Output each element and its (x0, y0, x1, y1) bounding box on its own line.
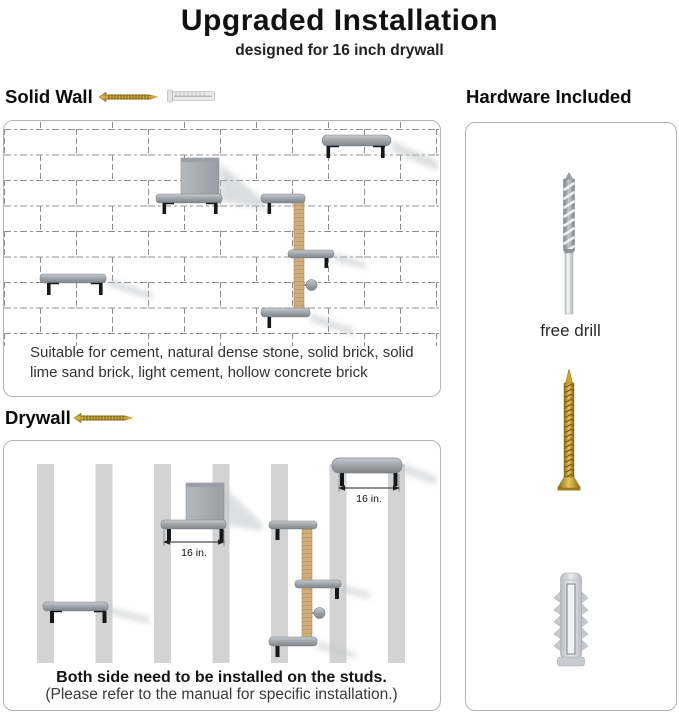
screw-icon (98, 91, 160, 103)
shelf-width-label: 16 in. (356, 493, 382, 505)
drywall-heading: Drywall (5, 407, 71, 428)
solid-wall-panel (3, 120, 441, 397)
drywall-caption-note: (Please refer to the manual for specific installation.) (45, 686, 398, 703)
solid-wall-heading: Solid Wall (5, 86, 93, 107)
screw-icon (73, 412, 135, 424)
hardware-illustration (466, 123, 675, 709)
hardware-heading: Hardware Included (466, 86, 632, 107)
cat-toy-ball (314, 608, 325, 619)
cat-toy-ball (306, 280, 317, 291)
drill-bit (564, 172, 575, 314)
page-subtitle: designed for 16 inch drywall (235, 42, 444, 59)
shelf-width-label: 16 in. (181, 547, 207, 559)
wall-anchor-icon (167, 89, 219, 103)
drywall-anchor (554, 573, 588, 666)
solid-wall-caption: Suitable for cement, natural dense stone, solid brick, solid lime sand brick, light cement, hollow concrete brick (30, 344, 414, 381)
drywall-panel (3, 440, 441, 711)
hardware-panel (465, 122, 677, 711)
free-drill-label: free drill (540, 321, 601, 340)
gold-screw (558, 369, 581, 491)
drywall-caption-main: Both side need to be installed on the studs. (56, 669, 387, 686)
page-title: Upgraded Installation (180, 4, 499, 37)
